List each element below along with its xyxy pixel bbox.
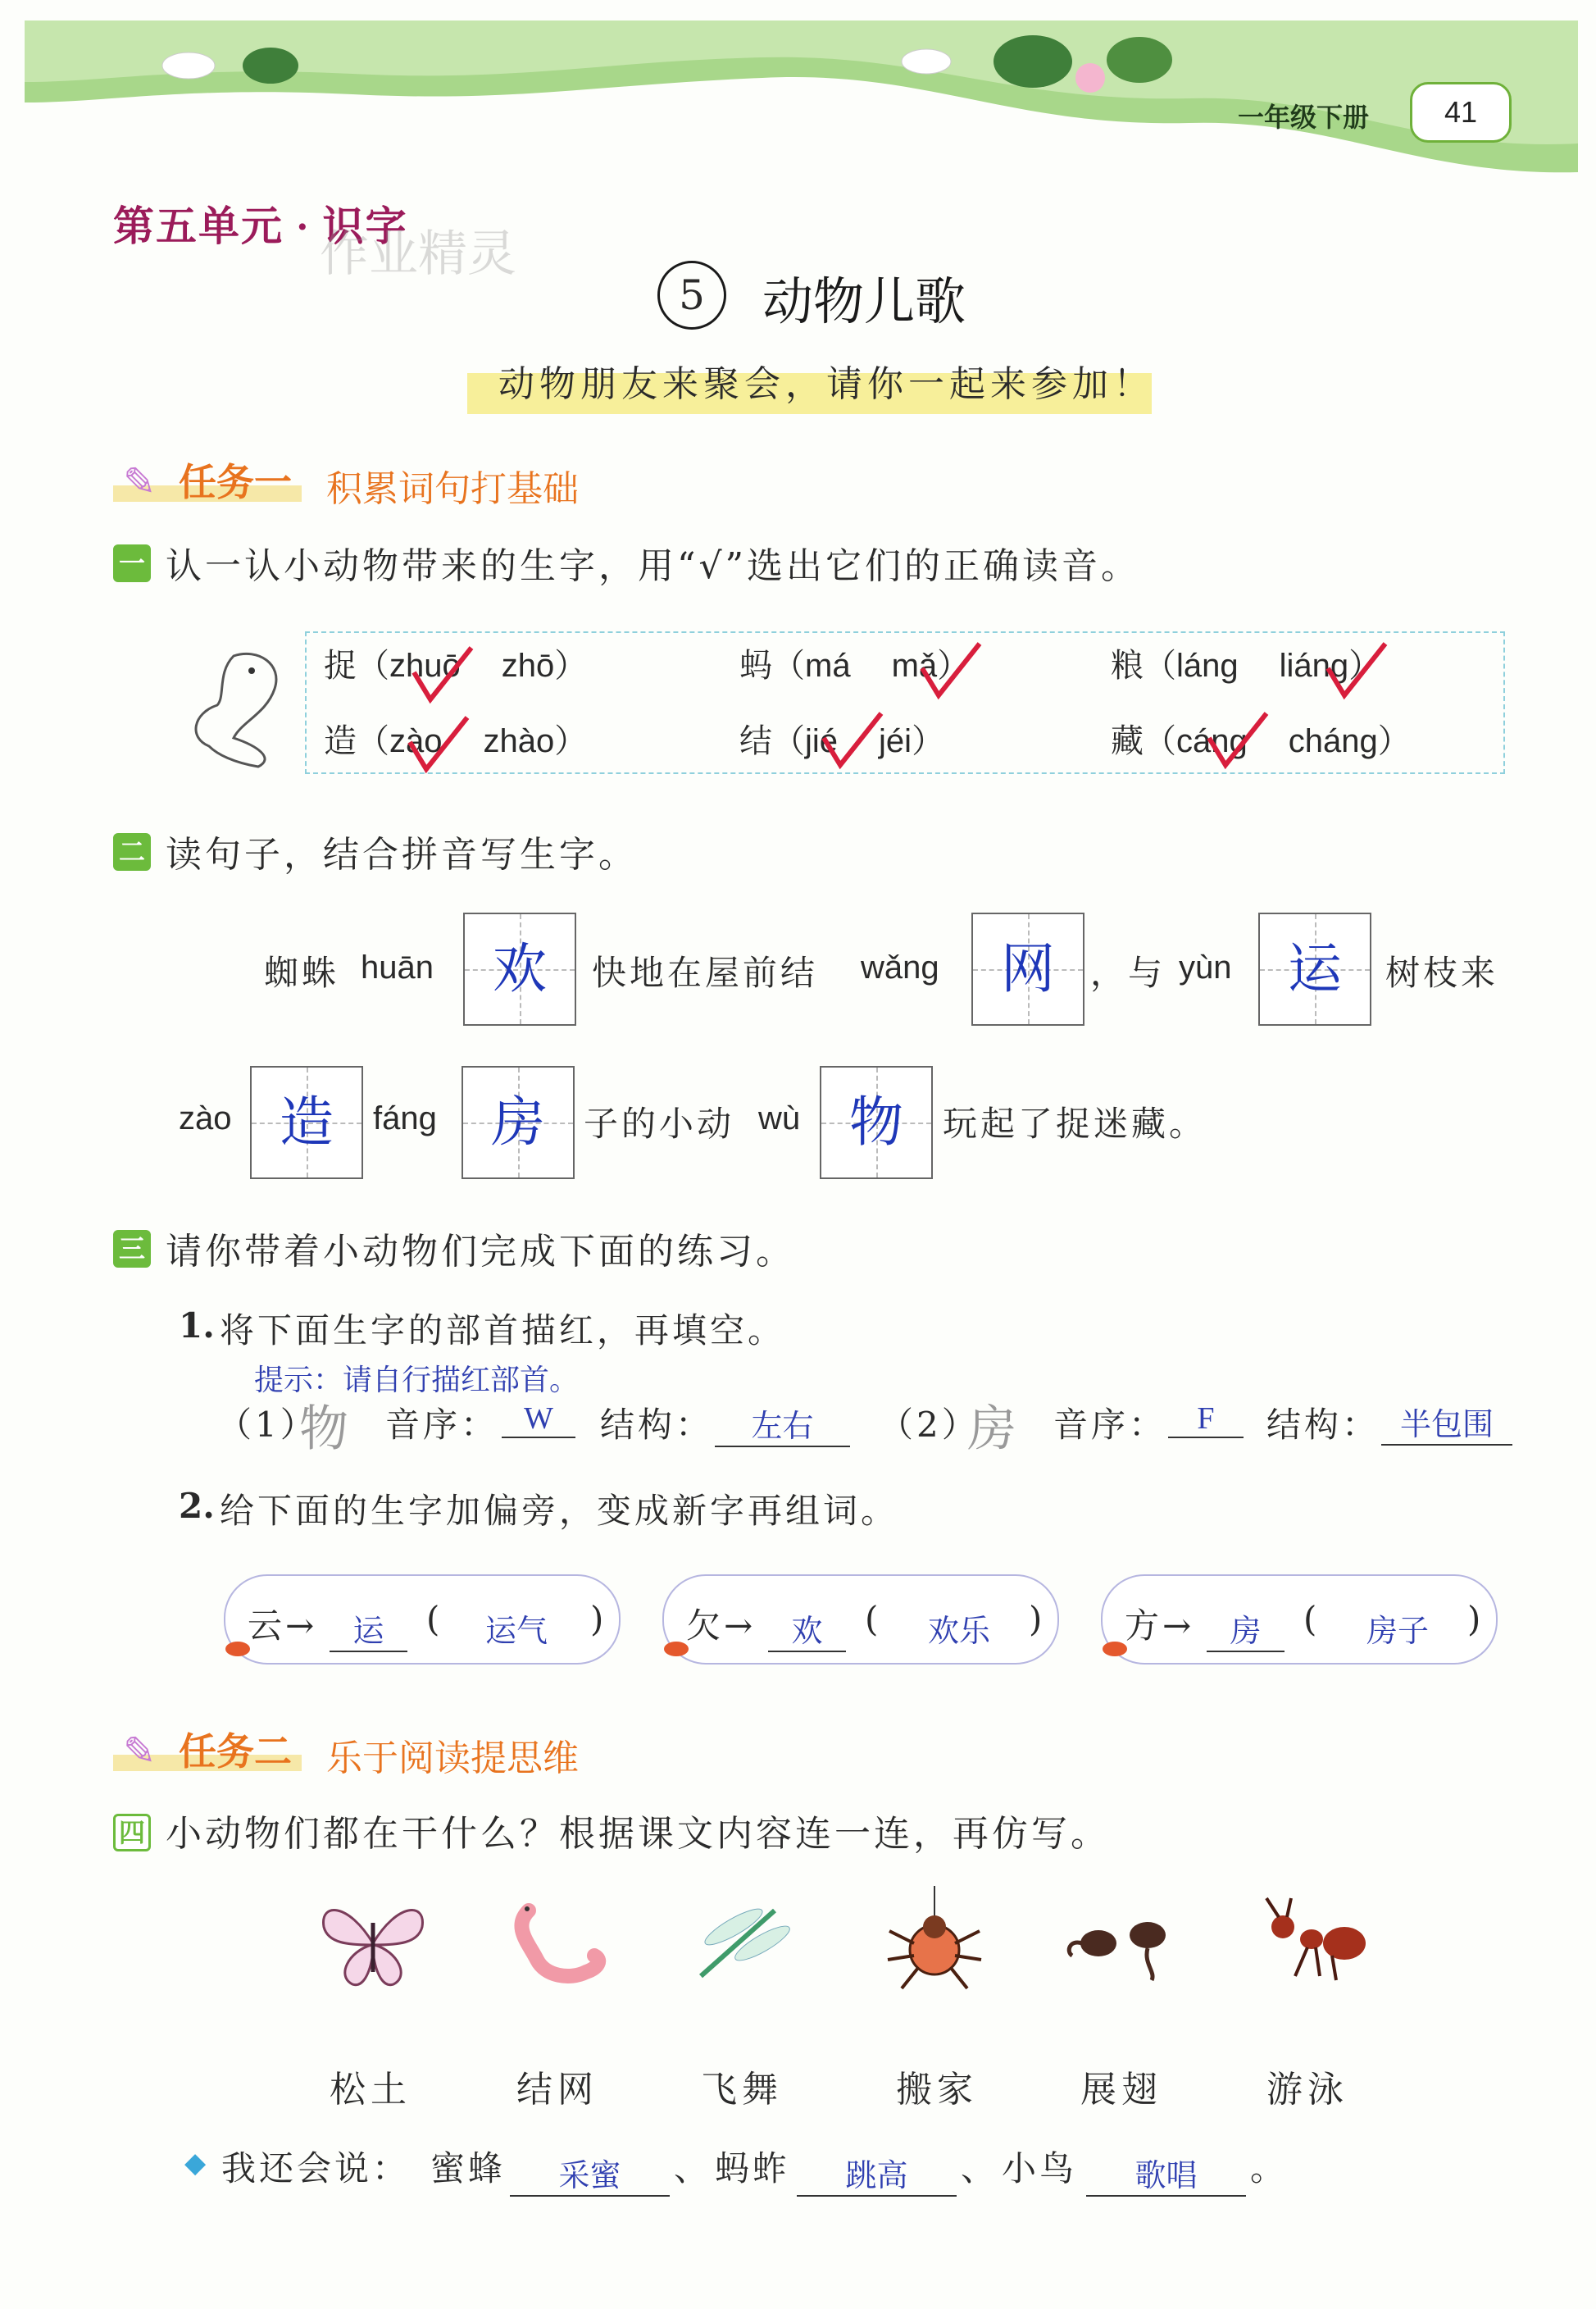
question-number-1: 一 — [113, 544, 151, 582]
fish-icon — [1103, 1642, 1127, 1656]
extra-answer[interactable]: 采蜜 — [510, 2150, 670, 2197]
q3-a-char: 物 — [299, 1400, 348, 1458]
q3-sub2-number: 2. — [179, 1486, 215, 1526]
q1-option[interactable]: mǎ — [891, 648, 938, 684]
check-mark-icon — [410, 644, 475, 705]
q3-b-struct-answer[interactable]: 半包围 — [1381, 1399, 1512, 1446]
word-pill: 欠→ 欢 ( 欢乐 ) — [662, 1574, 1059, 1665]
activity-label[interactable]: 飞舞 — [701, 2069, 783, 2111]
tadpole-icon[interactable] — [1066, 1902, 1180, 1984]
q3-a-seq-answer[interactable]: W — [502, 1400, 575, 1438]
q1-paren-close: ） — [1377, 722, 1411, 760]
q2-text: 快地在屋前结 — [592, 953, 819, 993]
q1-char: 造 — [324, 722, 357, 760]
check-mark-icon — [1205, 709, 1271, 771]
task1-subtitle: 积累词句打基础 — [326, 469, 579, 509]
lesson-title: 动物儿歌 — [762, 274, 966, 330]
task2-subtitle: 乐于阅读提思维 — [326, 1738, 579, 1778]
extra-lead: 我还会说： — [221, 2148, 411, 2188]
activity-label[interactable]: 松土 — [330, 2069, 412, 2111]
q1-char: 藏 — [1111, 722, 1144, 760]
q2-pinyin: yùn — [1179, 950, 1232, 986]
question-number-3: 三 — [113, 1230, 151, 1268]
q2-answer-box[interactable]: 物 — [820, 1066, 933, 1179]
quill-icon: ✎ — [123, 1728, 157, 1774]
q1-option[interactable]: zhō — [501, 648, 555, 684]
q2-text: 树枝来 — [1385, 953, 1499, 993]
q3-hint: 提示：请自行描红部首。 — [254, 1364, 580, 1397]
q3-seq-label: 音序： — [385, 1405, 499, 1445]
question-1-prompt: 认一认小动物带来的生字，用“√”选出它们的正确读音。 — [166, 545, 1141, 587]
q3-b-char: 房 — [967, 1400, 1016, 1458]
pill-base: 方→ — [1125, 1605, 1195, 1646]
q1-paren-open: （ — [357, 647, 389, 685]
q1-char: 捉 — [324, 647, 357, 685]
q3-b-seq-answer[interactable]: F — [1168, 1400, 1244, 1438]
q1-paren-close: ） — [554, 647, 588, 685]
q2-answer-box[interactable]: 造 — [250, 1066, 363, 1179]
q1-paren-close: ） — [1348, 647, 1382, 685]
grade-label: 一年级下册 — [1238, 102, 1370, 132]
task2-label: 任务二 — [179, 1730, 292, 1773]
q3-sub1-text: 将下面生字的部首描红，再填空。 — [220, 1310, 786, 1350]
q2-answer-box[interactable]: 网 — [971, 913, 1084, 1026]
lesson-banner: 动物朋友来聚会，请你一起来参加！ — [498, 363, 1154, 405]
extra-end: 。 — [1250, 2148, 1289, 2188]
q1-paren-close: ） — [937, 647, 971, 685]
q2-pinyin: fáng — [373, 1100, 437, 1136]
lesson-number: 5 — [657, 261, 726, 330]
q1-char: 粮 — [1111, 647, 1144, 685]
extra-answer[interactable]: 跳高 — [797, 2150, 957, 2197]
q1-option[interactable]: liáng — [1279, 648, 1349, 684]
q2-answer-box[interactable]: 欢 — [463, 913, 576, 1026]
q3-struct-label: 结构： — [600, 1405, 714, 1445]
q1-option[interactable]: má — [805, 648, 851, 684]
pill-new-char[interactable]: 欢 — [768, 1605, 846, 1652]
butterfly-icon[interactable] — [316, 1894, 430, 1992]
spider-icon[interactable] — [881, 1886, 988, 1992]
extra-sep: 、 — [674, 2148, 712, 2188]
q3-seq-label: 音序： — [1053, 1405, 1167, 1445]
q2-text: ，与 — [1090, 953, 1166, 993]
extra-noun: 小鸟 — [1002, 2148, 1078, 2188]
q3-a-index: （1） — [217, 1405, 318, 1445]
earthworm-icon[interactable] — [504, 1894, 611, 1992]
question-4-prompt: 小动物们都在干什么？根据课文内容连一连，再仿写。 — [166, 1813, 1110, 1855]
q1-option[interactable]: zhào — [483, 723, 555, 759]
q3-struct-label: 结构： — [1266, 1405, 1380, 1445]
pill-new-char[interactable]: 运 — [330, 1605, 407, 1652]
seal-icon — [184, 640, 307, 771]
q3-sub1-number: 1. — [179, 1305, 215, 1346]
q2-text: 子的小动 — [584, 1104, 735, 1144]
fish-icon — [664, 1642, 689, 1656]
quill-icon: ✎ — [123, 459, 157, 505]
activity-label[interactable]: 展翅 — [1080, 2069, 1162, 2111]
question-number-4: 四 — [113, 1814, 151, 1851]
activity-label[interactable]: 搬家 — [896, 2069, 978, 2111]
q1-option[interactable]: jéi — [879, 723, 912, 759]
ant-icon[interactable] — [1258, 1894, 1373, 1984]
q2-answer-box[interactable]: 运 — [1258, 913, 1371, 1026]
diamond-bullet-icon: ◆ — [184, 2147, 207, 2179]
pill-word[interactable]: 房子 — [1366, 1614, 1430, 1649]
q1-char: 结 — [739, 722, 772, 760]
question-3-prompt: 请你带着小动物们完成下面的练习。 — [166, 1231, 795, 1273]
pill-word[interactable]: 欢乐 — [928, 1614, 991, 1649]
q1-option[interactable]: zhuō — [389, 648, 461, 684]
question-number-2: 二 — [113, 833, 151, 871]
pill-base: 云→ — [248, 1605, 318, 1646]
fish-icon — [225, 1642, 250, 1656]
q1-paren-open: （ — [1144, 647, 1176, 685]
extra-answer[interactable]: 歌唱 — [1086, 2150, 1246, 2197]
activity-label[interactable]: 游泳 — [1266, 2069, 1348, 2111]
check-mark-icon — [820, 709, 885, 771]
q1-option[interactable]: jié — [805, 723, 839, 759]
extra-noun: 蜜蜂 — [430, 2148, 507, 2188]
q3-a-struct-answer[interactable]: 左右 — [715, 1400, 850, 1447]
page-number: 41 — [1410, 82, 1512, 143]
q2-pinyin: zào — [179, 1100, 232, 1136]
extra-sep: 、 — [961, 2148, 999, 2188]
task1-label: 任务一 — [179, 461, 292, 503]
q1-paren-close: ） — [912, 722, 945, 760]
question-2-prompt: 读句子，结合拼音写生字。 — [166, 834, 638, 876]
q1-char: 蚂 — [739, 647, 772, 685]
q2-pinyin: wù — [758, 1100, 801, 1136]
q1-paren-open: （ — [772, 722, 805, 760]
q2-pinyin: huān — [361, 950, 434, 986]
q2-text: 玩起了捉迷藏。 — [943, 1104, 1207, 1144]
q1-paren-open: （ — [1144, 722, 1176, 760]
word-pill: 方→ 房 ( 房子 ) — [1101, 1574, 1498, 1665]
pill-new-char[interactable]: 房 — [1207, 1605, 1285, 1652]
activity-label[interactable]: 结网 — [516, 2069, 598, 2111]
q1-paren-close: ） — [554, 722, 588, 760]
q2-text: 蜘蛛 — [264, 953, 340, 993]
q1-option[interactable]: zào — [389, 723, 443, 759]
q1-option[interactable]: cáng — [1176, 723, 1248, 759]
q3-b-index: （2） — [879, 1405, 980, 1445]
check-mark-icon — [1324, 640, 1389, 701]
pill-word[interactable]: 运气 — [485, 1614, 548, 1649]
dragonfly-icon[interactable] — [684, 1894, 799, 1992]
check-mark-icon — [918, 640, 984, 701]
unit-title: 第五单元 · 识字 — [113, 203, 408, 249]
q1-paren-open: （ — [357, 722, 389, 760]
q2-answer-box[interactable]: 房 — [462, 1066, 575, 1179]
q2-pinyin: wǎng — [861, 950, 939, 986]
q1-option[interactable]: cháng — [1288, 723, 1378, 759]
extra-noun: 蚂蚱 — [715, 2148, 791, 2188]
word-pill: 云→ 运 ( 运气 ) — [224, 1574, 621, 1665]
pill-base: 欠→ — [686, 1605, 757, 1646]
q1-option[interactable]: láng — [1176, 648, 1239, 684]
q1-paren-open: （ — [772, 647, 805, 685]
check-mark-icon — [406, 713, 471, 775]
q3-sub2-text: 给下面的生字加偏旁，变成新字再组词。 — [220, 1491, 899, 1531]
watermark: 作业精灵 — [320, 225, 516, 283]
